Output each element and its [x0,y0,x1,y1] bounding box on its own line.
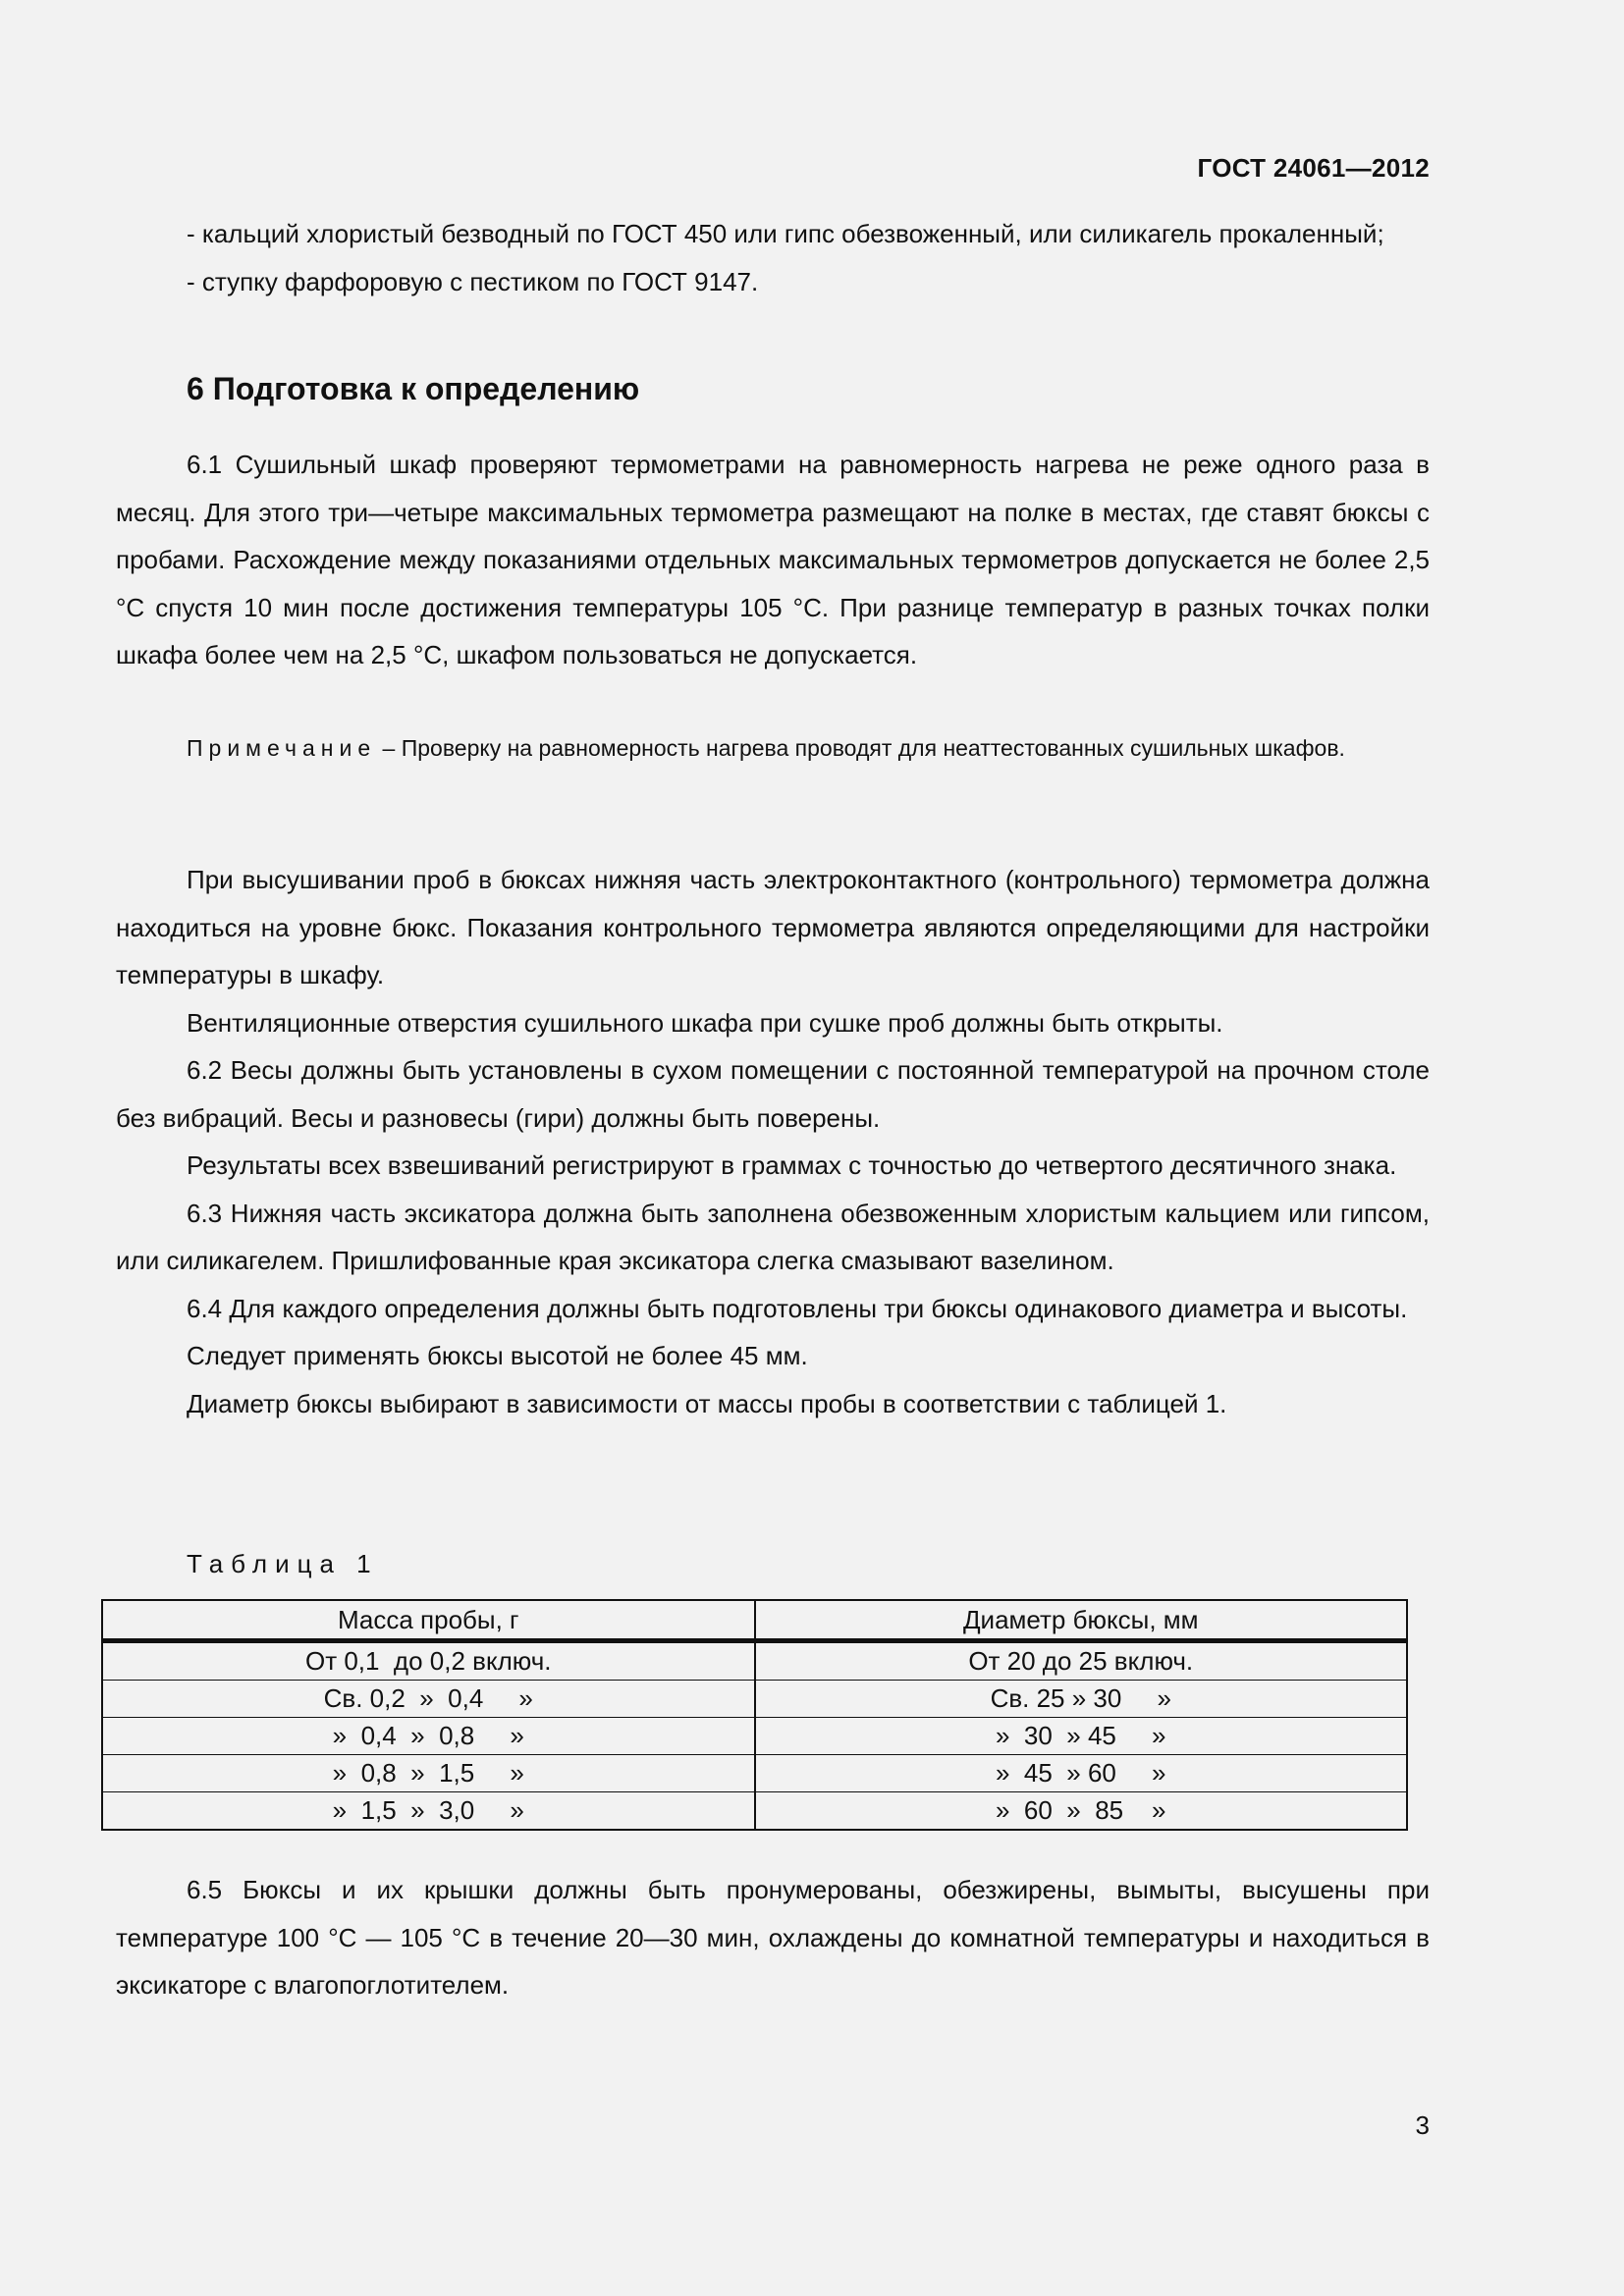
table-header-mass: Масса пробы, г [102,1600,755,1641]
table-header-diameter: Диаметр бюксы, мм [755,1600,1408,1641]
table-caption: Таблица 1 [187,1549,379,1578]
table-cell: » 30 » 45 » [755,1718,1408,1755]
table-row [102,1718,1407,1755]
paragraphs-block [116,856,1430,1427]
table-cell: От 0,1 до 0,2 включ. [102,1641,755,1681]
table-header-row [102,1600,1407,1641]
table-cell: » 60 » 85 » [755,1792,1408,1831]
table-cell: » 1,5 » 3,0 » [102,1792,755,1831]
table-cell: От 20 до 25 включ. [755,1641,1408,1681]
table-row [102,1681,1407,1718]
paragraph-6-1 [116,441,1430,679]
paragraph-text: 6.1 Сушильный шкаф проверяют термометрами на равномерность нагрева не реже одного раза в месяц. Для этого три—четыре максимальных термометра размещают на полке в местах, где ставят бюксы с пробами. Расхождение между показаниями отдельных максимальных термометров допускается не более 2,5 °С спустя 10 мин после достижения температуры 105 °С. При разнице температур в разных точках полки шкафа более чем на 2,5 °С, шкафом пользоваться не допускается. [116,450,1430,669]
paragraph-weighing: Результаты всех взвешиваний регистрируют в граммах с точностью до четвертого десятичного знака. [187,1150,1397,1180]
page-number: 3 [1415,2110,1430,2140]
document-code: ГОСТ 24061—2012 [1197,153,1430,183]
intro-item-mortar: - ступку фарфоровую с пестиком по ГОСТ 9147. [187,266,759,296]
table-row [102,1641,1407,1681]
table-cell: Св. 0,2 » 0,4 » [102,1681,755,1718]
intro-block [116,210,1430,305]
intro-item-calcium: - кальций хлористый безводный по ГОСТ 450 или гипс обезвоженный, или силикагель прокаленный; [187,219,1384,248]
table-cell: Св. 25 » 30 » [755,1681,1408,1718]
paragraph-6-5 [116,1866,1430,2009]
paragraph-ventilation: Вентиляционные отверстия сушильного шкафа при сушке проб должны быть открыты. [187,1007,1223,1038]
paragraph-6-4: 6.4 Для каждого определения должны быть подготовлены три бюксы одинакового диаметра и высоты. [187,1293,1408,1323]
paragraph-thermometer: При высушивании проб в бюксах нижняя часть электроконтактного (контрольного) термометра должна находиться на уровне бюкс. Показания контрольного термометра являются определяющими для настройки температуры в шкафу. [116,865,1430,989]
section-title: 6 Подготовка к определению [187,371,640,406]
table-cell: » 0,4 » 0,8 » [102,1718,755,1755]
table-cell: » 0,8 » 1,5 » [102,1755,755,1792]
paragraph-text: 6.5 Бюксы и их крышки должны быть пронумерованы, обезжирены, вымыты, высушены при температуре 100 °С — 105 °С в течение 20—30 мин, охлаждены до комнатной температуры и находиться в эксикаторе с влагопоглотителем. [116,1875,1430,2000]
note-label: Примечание [187,735,377,761]
note-dash: – [376,735,402,761]
note [116,724,1430,772]
paragraph-diameter: Диаметр бюксы выбирают в зависимости от массы пробы в соответствии с таблицей 1. [187,1388,1227,1418]
paragraph-6-3: 6.3 Нижняя часть эксикатора должна быть заполнена обезвоженным хлористым кальцием или гипсом, или силикагелем. Пришлифованные края эксикатора слегка смазывают вазелином. [116,1198,1430,1275]
paragraph-height: Следует применять бюксы высотой не более 45 мм. [187,1341,808,1370]
paragraph-6-2: 6.2 Весы должны быть установлены в сухом помещении с постоянной температурой на прочном столе без вибраций. Весы и разновесы (гири) должны быть поверены. [116,1055,1430,1133]
table-1 [101,1599,1408,1831]
table-cell: » 45 » 60 » [755,1755,1408,1792]
table-row [102,1792,1407,1831]
table-row [102,1755,1407,1792]
note-text: Проверку на равномерность нагрева проводят для неаттестованных сушильных шкафов. [401,735,1345,761]
